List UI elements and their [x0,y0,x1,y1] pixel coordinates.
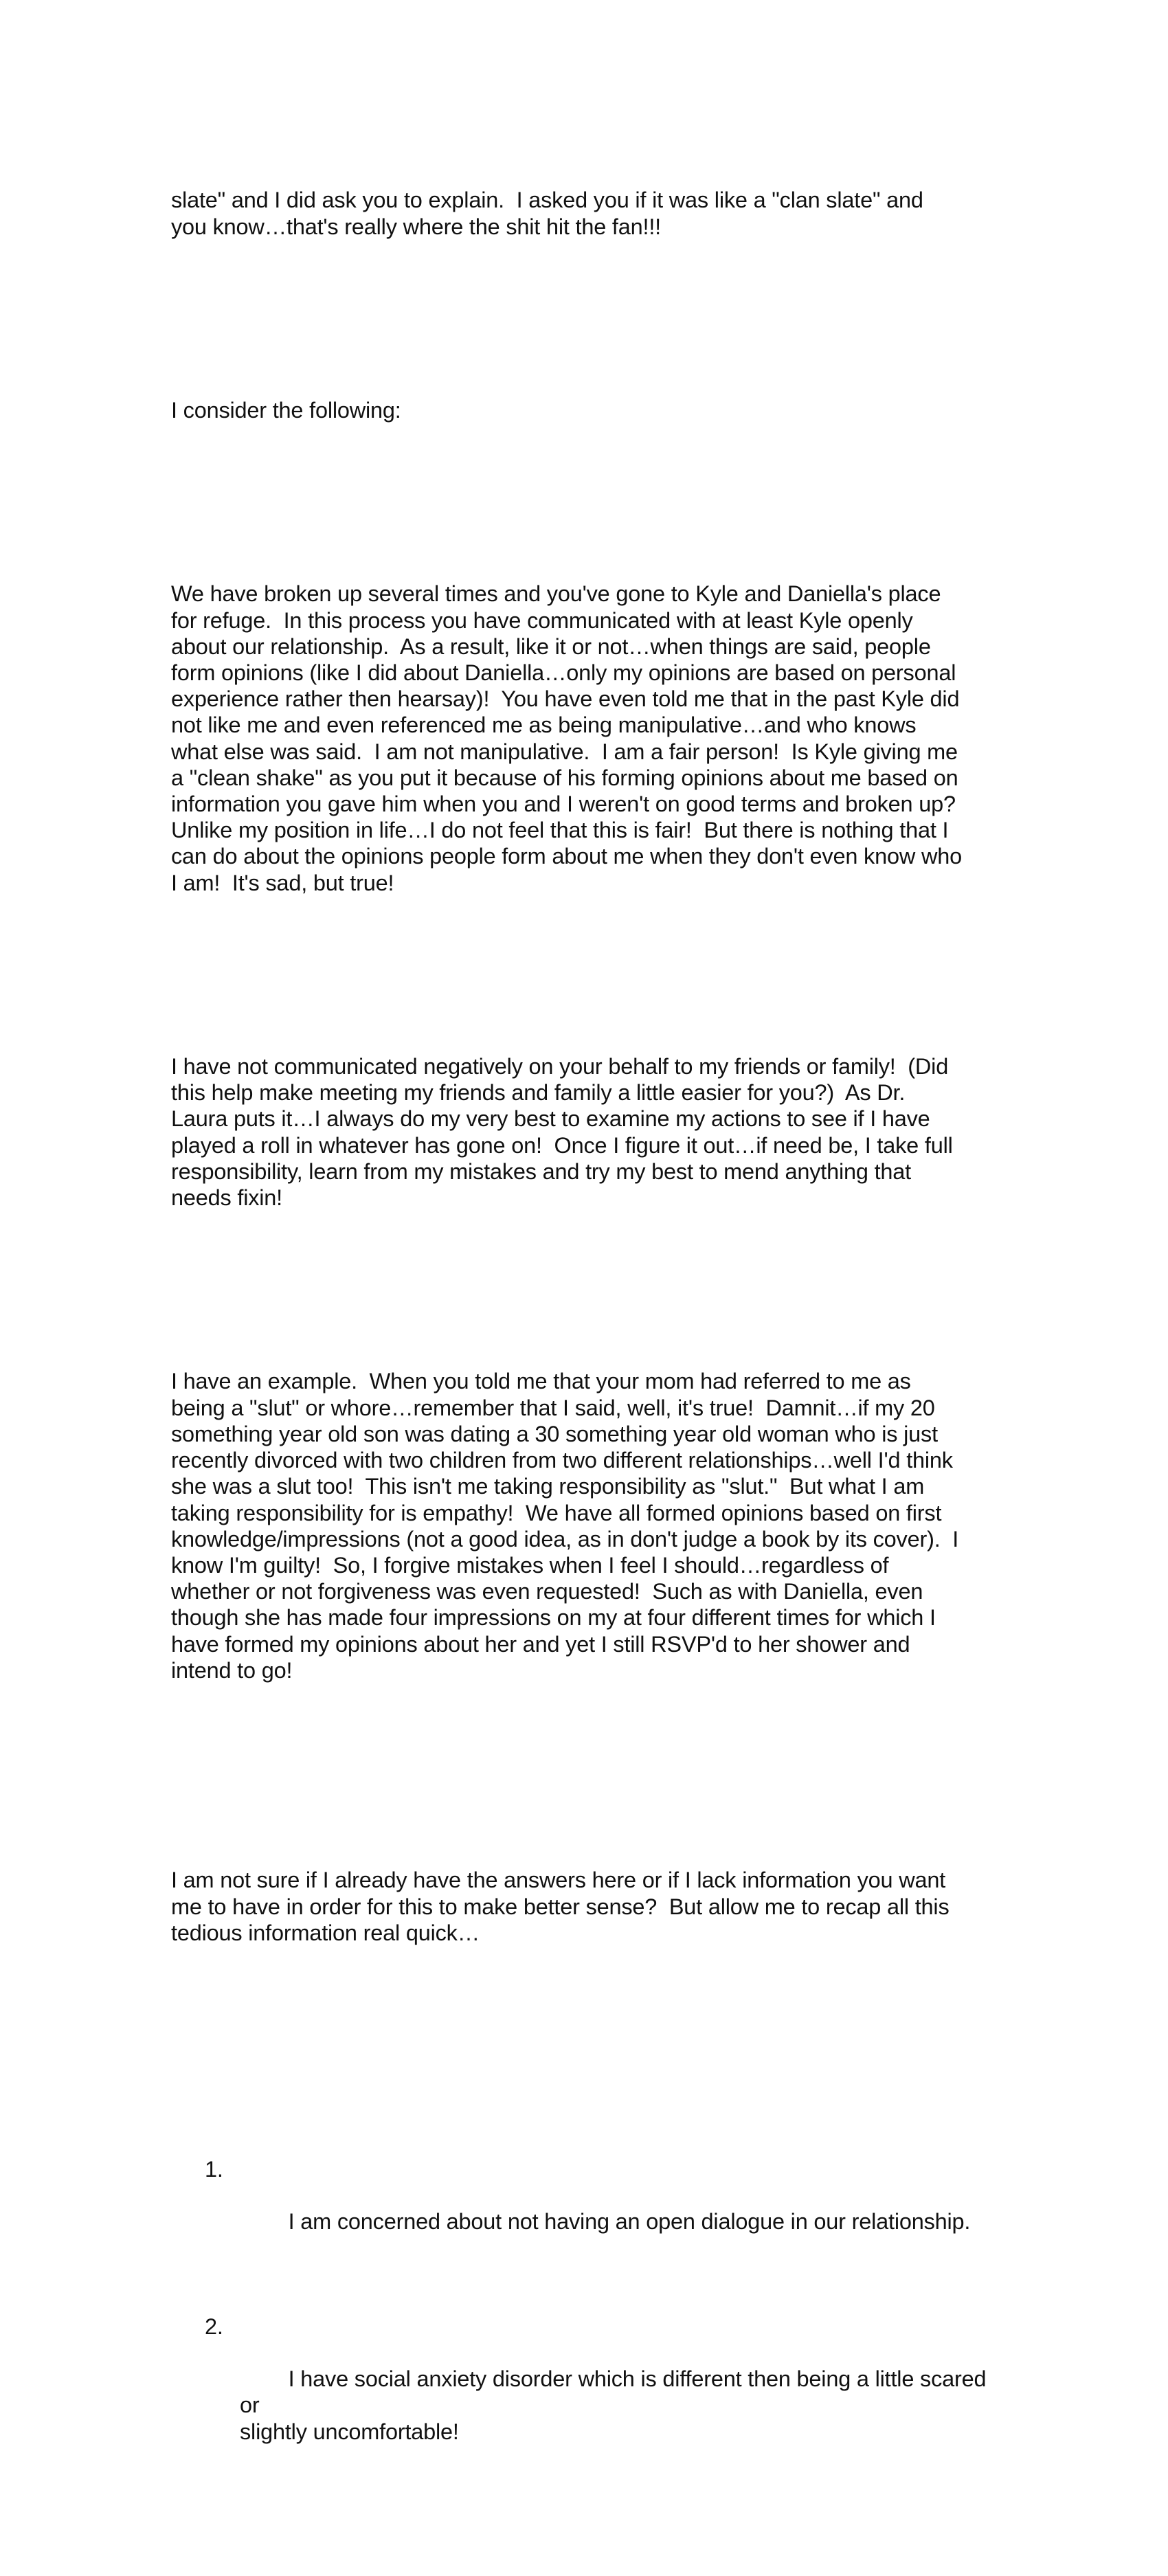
paragraph-gap [171,1264,1002,1290]
list-item [171,2314,1002,2471]
paragraph-gap [171,476,1002,502]
document-body [171,135,1002,2576]
list-item-text: I am concerned about not having an open dialogue in our relationship. [288,2208,971,2234]
paragraph-gap [171,948,1002,974]
list-item [171,2156,1002,2261]
paragraph-broken-up: We have broken up several times and you've gone to Kyle and Daniella's place for refuge. In this process you have communicated with at least Kyle openly about our relationship. As a result, like it or not…when things are said, people form opinions (like I did about Daniella…only my opinions are based on personal experience rather then hearsay)! You have even told me that in the past Kyle did not like me and even referenced me as being manipulative…and who knows what else was said. I am not manipulative. I am a fair person! Is Kyle giving me a "clean shake" as you put it because of his forming opinions about me based on information you gave him when you and I weren't on good terms and broken up? Unlike my position in life…I do not feel that this is fair! But there is nothing that I can do about the opinions people form about me when they don't even know who I am! It's sad, but true! [171,581,962,895]
paragraph-slate-explanation: slate" and I did ask you to explain. I asked you if it was like a "clan slate" and you know…that's really where the shit hit the fan!!! [171,188,923,239]
paragraph-gap-double [171,1736,1002,1788]
paragraph-example: I have an example. When you told me that your mom had referred to me as being a "slut" or whore…remember that I said, well, it's true! Damnit…if my 20 something year old son was dating a 30 something year old woman who is just recently divorced with two children from two different relationships…well I'd think she was a slut too! This isn't me taking responsibility as "slut." But what I am taking responsibility for is empathy! We have all formed opinions based on first knowledge/impressions (not a good idea, as in don't judge a book by its cover). I know I'm guilty! So, I forgive mistakes when I feel I should…regardless of whether or not forgiveness was even requested! Such as with Daniella, even though she has made four impressions on my at four different times for which I have formed my opinions about her and yet I still RSVP'd to her shower and intend to go! [171,1369,959,1683]
paragraph-not-communicated: I have not communicated negatively on your behalf to my friends or family! (Did this help make meeting my friends and family a little easier for you?) As Dr. Laura puts it…I always do my very best to examine my actions to see if I have played a roll in whatever has gone on! Once I figure it out…if need be, I take full responsibility, learn from my mistakes and try my best to mend anything that needs fixin! [171,1054,953,1211]
paragraph-not-sure: I am not sure if I already have the answers here or if I lack information you want me to have in order for this to make better sense? But allow me to recap all this tedious information real quick… [171,1868,950,1945]
paragraph-gap [171,1998,1002,2024]
recap-list [171,2103,1002,2523]
list-item-text: I have social anxiety disorder which is different then being a little scared or slightly uncomfortable! [240,2366,987,2444]
list-item-number: 1. [205,2156,223,2182]
list-item-number: 2. [205,2314,223,2339]
paragraph-gap [171,292,1002,318]
paragraph-consider-following: I consider the following: [171,398,401,423]
